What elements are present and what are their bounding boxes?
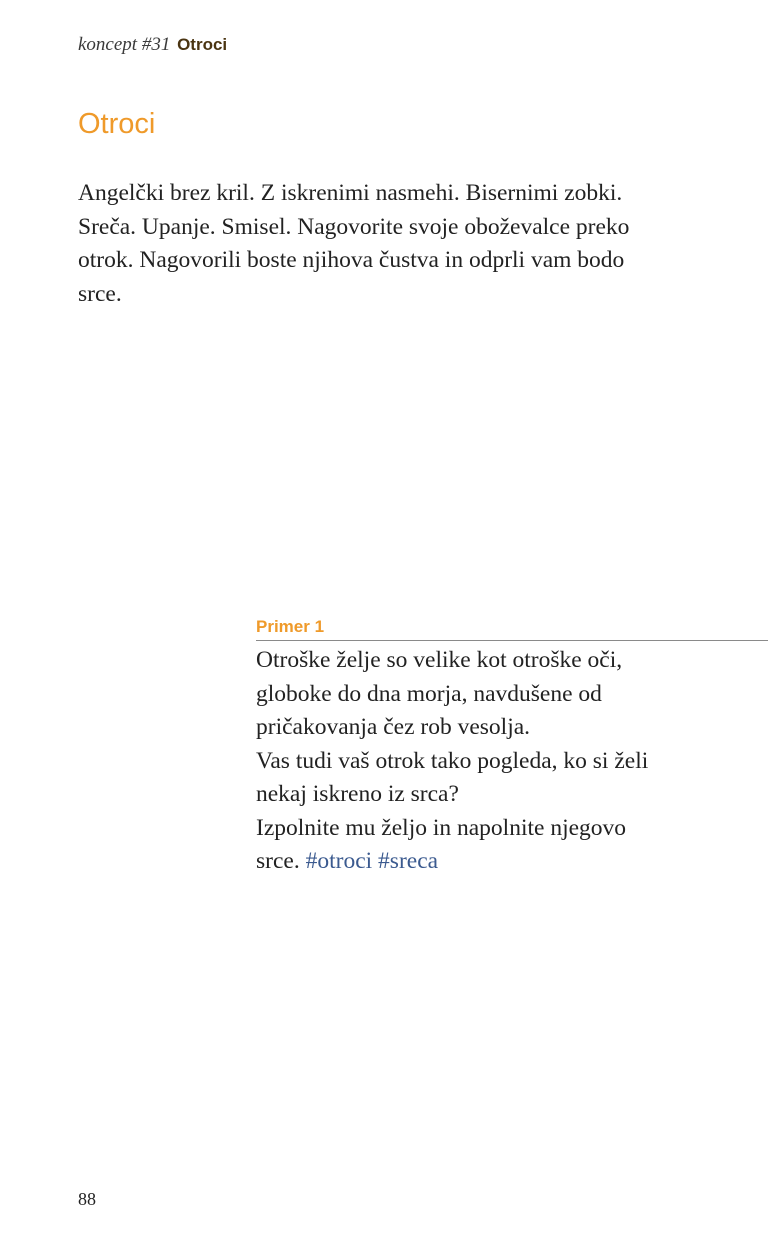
intro-line: otrok. Nagovorili boste njihova čustva in odprli vam bodo [78,247,625,273]
running-header [78,33,227,57]
intro-paragraph [78,177,678,311]
example-line: Otroške želje so velike kot otroške oči, [256,647,623,673]
example-line: globoke do dna morja, navdušene od [256,680,602,707]
intro-line: Sreča. Upanje. Smisel. Nagovorite svoje oboževalce preko [78,213,630,240]
example-label: Primer 1 [256,616,768,641]
chapter-title: Otroci [78,108,156,140]
example-text [256,644,768,879]
example-last-line [256,845,768,879]
example-line-end: srce. [256,848,300,874]
example-line: Izpolnite mu željo in napolnite njegovo [256,814,627,841]
hashtag-otroci[interactable]: #otroci [305,848,373,874]
example-line: pričakovanja čez rob vesolja. [256,714,531,740]
example-block [256,616,768,879]
page-number: 88 [78,1189,96,1209]
hashtag-sreca[interactable]: #sreca [378,848,439,874]
concept-topic: Otroci [177,35,228,54]
example-line: Vas tudi vaš otrok tako pogleda, ko si želi [256,747,649,774]
example-line: nekaj iskreno iz srca? [256,781,459,807]
intro-line: Angelčki brez kril. Z iskrenimi nasmehi. Bisernimi zobki. [78,180,623,206]
intro-line: srce. [78,280,122,307]
concept-number: koncept #31 [78,34,171,55]
